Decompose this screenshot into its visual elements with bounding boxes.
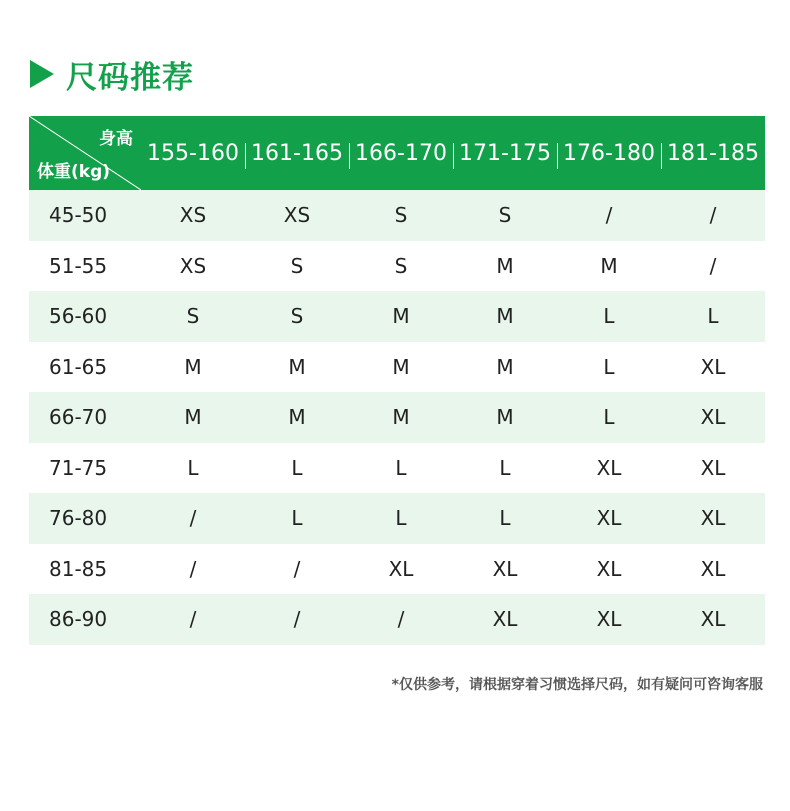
size-cell: XL (492, 556, 518, 581)
size-cell: L (245, 493, 349, 544)
size-cell: XL (700, 556, 726, 581)
size-cell: S (245, 291, 349, 342)
height-header: 166-170 (349, 116, 453, 190)
size-cell: S (453, 190, 557, 241)
size-cell: XL (661, 493, 765, 544)
size-cell: / (141, 594, 245, 645)
table-row (29, 544, 765, 595)
size-cell: M (245, 392, 349, 443)
size-cell: / (661, 190, 765, 241)
size-cell: L (499, 455, 511, 480)
height-header: 155-160 (141, 116, 245, 190)
weight-cell: 86-90 (29, 594, 141, 645)
corner-cell (29, 116, 141, 190)
table-row (29, 594, 765, 645)
size-cell: L (187, 455, 199, 480)
size-cell: / (141, 493, 245, 544)
size-cell: L (453, 493, 557, 544)
size-cell: S (141, 291, 245, 342)
header-row (29, 116, 765, 190)
height-header: 176-180 (557, 116, 661, 190)
table-row (29, 493, 765, 544)
size-cell: M (349, 291, 453, 342)
size-cell: L (557, 291, 661, 342)
play-triangle-icon (30, 60, 54, 88)
table-row (29, 190, 765, 241)
size-cell: M (600, 253, 618, 278)
size-cell: S (349, 190, 453, 241)
height-header: 161-165 (245, 116, 349, 190)
size-cell: M (496, 354, 514, 379)
size-cell: S (290, 253, 304, 278)
weight-cell: 51-55 (49, 253, 108, 278)
size-cell: XL (453, 594, 557, 645)
height-axis-label: 身高 (99, 129, 133, 149)
section-header (30, 52, 194, 96)
disclaimer-note: *仅供参考，请根据穿着习惯选择尺码，如有疑问可咨询客服 (391, 677, 763, 693)
size-cell: M (496, 253, 514, 278)
size-cell: XS (245, 190, 349, 241)
size-cell: XL (596, 556, 622, 581)
size-cell: / (349, 594, 453, 645)
height-header: 171-175 (453, 116, 557, 190)
size-table (29, 116, 765, 645)
size-cell: XL (661, 392, 765, 443)
weight-cell: 71-75 (49, 455, 108, 480)
table-row (29, 342, 765, 393)
table-row (29, 392, 765, 443)
table-row (29, 291, 765, 342)
size-cell: XS (141, 190, 245, 241)
size-cell: M (453, 392, 557, 443)
size-cell: XL (596, 455, 622, 480)
size-cell: XL (700, 455, 726, 480)
size-cell: XL (557, 594, 661, 645)
table-row (29, 241, 765, 292)
weight-cell: 61-65 (49, 354, 108, 379)
weight-cell: 56-60 (29, 291, 141, 342)
size-cell: M (184, 354, 202, 379)
size-cell: XL (557, 493, 661, 544)
table-row (29, 443, 765, 494)
size-cell: L (557, 392, 661, 443)
weight-cell: 76-80 (29, 493, 141, 544)
size-cell: XS (179, 253, 207, 278)
size-cell: M (349, 392, 453, 443)
size-cell: / (709, 253, 717, 278)
size-cell: L (661, 291, 765, 342)
size-cell: / (189, 556, 197, 581)
weight-cell: 66-70 (29, 392, 141, 443)
size-cell: L (291, 455, 303, 480)
weight-cell: 81-85 (49, 556, 108, 581)
size-cell: M (141, 392, 245, 443)
size-cell: / (245, 594, 349, 645)
size-cell: / (293, 556, 301, 581)
size-cell: M (288, 354, 306, 379)
height-header: 181-185 (661, 116, 765, 190)
page-title: 尺码推荐 (66, 59, 194, 96)
weight-axis-label: 体重(kg) (37, 162, 111, 182)
size-cell: L (395, 455, 407, 480)
size-cell: L (603, 354, 615, 379)
weight-cell: 45-50 (29, 190, 141, 241)
size-cell: L (349, 493, 453, 544)
size-cell: XL (661, 594, 765, 645)
size-cell: M (453, 291, 557, 342)
size-cell: XL (388, 556, 414, 581)
size-cell: XL (700, 354, 726, 379)
size-cell: / (557, 190, 661, 241)
size-cell: S (394, 253, 408, 278)
size-cell: M (392, 354, 410, 379)
size-chart (29, 116, 763, 645)
